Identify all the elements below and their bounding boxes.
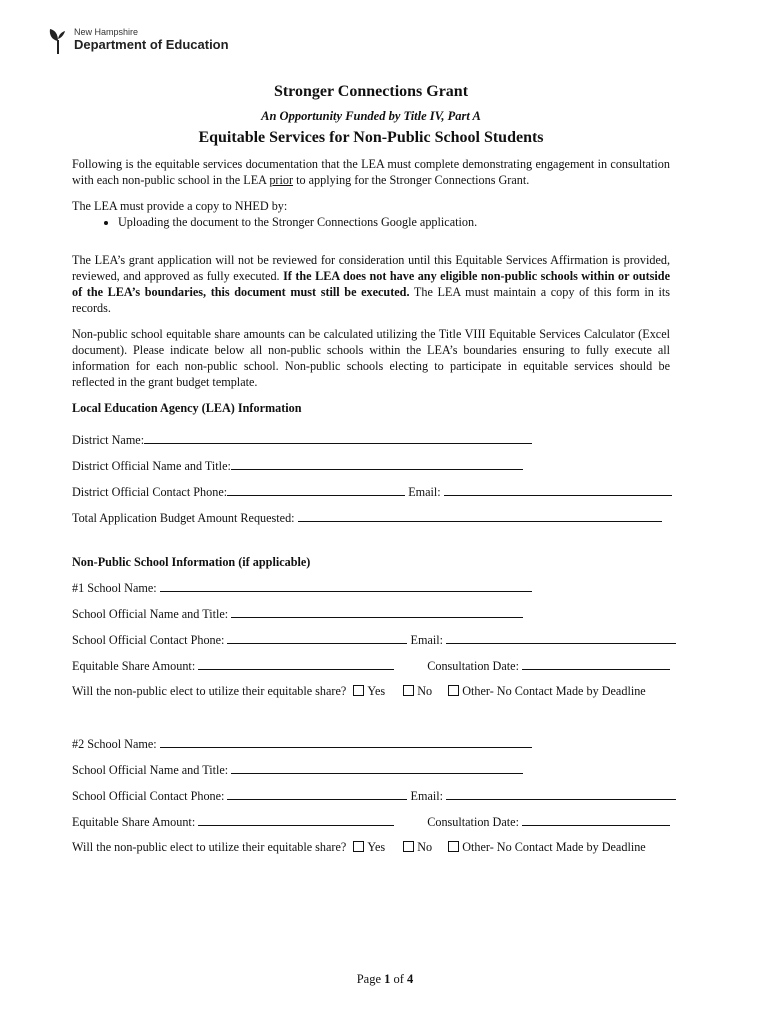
school-name-field[interactable]: #1 School Name: — [72, 579, 670, 596]
school-official-field[interactable]: School Official Name and Title: — [72, 761, 670, 778]
election-question-row: Will the non-public elect to utilize their equitable share? Yes No Other- No Contact Made by Deadline — [72, 684, 646, 698]
review-paragraph: The LEA’s grant application will not be reviewed for consideration until this Equitable Services Affirmation is provided, reviewed, and approved as fully executed. If the LEA does not have any eligible non-public schools within or outside of the LEA’s boundaries, this document must still be executed. The LEA must maintain a copy of this form in its records. — [72, 253, 671, 315]
district-phone-field[interactable]: District Official Contact Phone: — [72, 485, 405, 499]
school-1-block — [72, 579, 670, 699]
list-item: • Uploading the document to the Stronger Connections Google application. — [118, 214, 670, 230]
yes-checkbox[interactable] — [353, 685, 364, 696]
school-contact-row — [72, 631, 670, 648]
school-name-field[interactable]: #2 School Name: — [72, 735, 670, 752]
yes-checkbox[interactable] — [353, 841, 364, 852]
total-pages: 4 — [407, 972, 414, 986]
current-page: 1 — [384, 972, 391, 986]
document-title: Stronger Connections Grant — [273, 83, 469, 100]
prior-underlined: prior — [269, 173, 294, 187]
election-question-row: Will the non-public elect to utilize their equitable share? Yes No Other- No Contact Made by Deadline — [72, 840, 646, 854]
no-checkbox[interactable] — [403, 841, 414, 852]
school-email-field[interactable]: Email: — [411, 633, 677, 647]
equitable-share-field[interactable]: Equitable Share Amount: — [72, 657, 394, 674]
intro-paragraph: Following is the equitable services documentation that the LEA must complete demonstrating engagement in consultation with each non-public school in the LEA prior to applying for the Stronger Connections Grant. — [72, 157, 670, 187]
consultation-date-field[interactable]: Consultation Date: — [427, 813, 670, 830]
district-official-field[interactable]: District Official Name and Title: — [72, 457, 670, 474]
equitable-share-field[interactable]: Equitable Share Amount: — [72, 813, 394, 830]
district-email-field[interactable]: Email: — [408, 485, 672, 499]
school-official-field[interactable]: School Official Name and Title: — [72, 605, 670, 622]
document-heading: Equitable Services for Non-Public School Students — [198, 129, 544, 146]
budget-field[interactable]: Total Application Budget Amount Requested: — [72, 509, 670, 526]
other-checkbox[interactable] — [448, 685, 459, 696]
school-phone-field[interactable]: School Official Contact Phone: — [72, 789, 407, 803]
no-checkbox[interactable] — [403, 685, 414, 696]
document-body — [72, 84, 670, 855]
share-row — [72, 813, 670, 830]
school-2-block — [72, 735, 670, 855]
calculator-paragraph: Non-public school equitable share amounts can be calculated utilizing the Title VIII Equitable Services Calculator (Excel document). Please indicate below all non-public schools within the LEA’s boundaries ensuring to fully execute all information for each non-public school. Non-public schools electing to participate in equitable services should be reflected in the grant budget template. — [72, 327, 670, 389]
consultation-date-field[interactable]: Consultation Date: — [427, 657, 670, 674]
district-name-field[interactable]: District Name: — [72, 431, 670, 448]
logo-title: Department of Education — [74, 36, 229, 52]
non-public-section-heading: Non-Public School Information (if applicable) — [72, 555, 311, 569]
copy-instruction: The LEA must provide a copy to NHED by: — [72, 199, 288, 213]
page-footer: Page 1 of 4 — [356, 972, 414, 986]
school-contact-row — [72, 787, 670, 804]
bullet-list — [72, 214, 670, 230]
school-email-field[interactable]: Email: — [411, 789, 677, 803]
other-checkbox[interactable] — [448, 841, 459, 852]
leaf-icon — [48, 28, 68, 54]
logo-subtitle: New Hampshire — [74, 27, 139, 37]
document-subtitle: An Opportunity Funded by Title IV, Part A — [261, 109, 481, 123]
nhed-logo — [48, 28, 229, 54]
share-row — [72, 657, 670, 674]
school-phone-field[interactable]: School Official Contact Phone: — [72, 633, 407, 647]
district-contact-row — [72, 483, 670, 500]
lea-section-heading: Local Education Agency (LEA) Information — [72, 401, 302, 415]
